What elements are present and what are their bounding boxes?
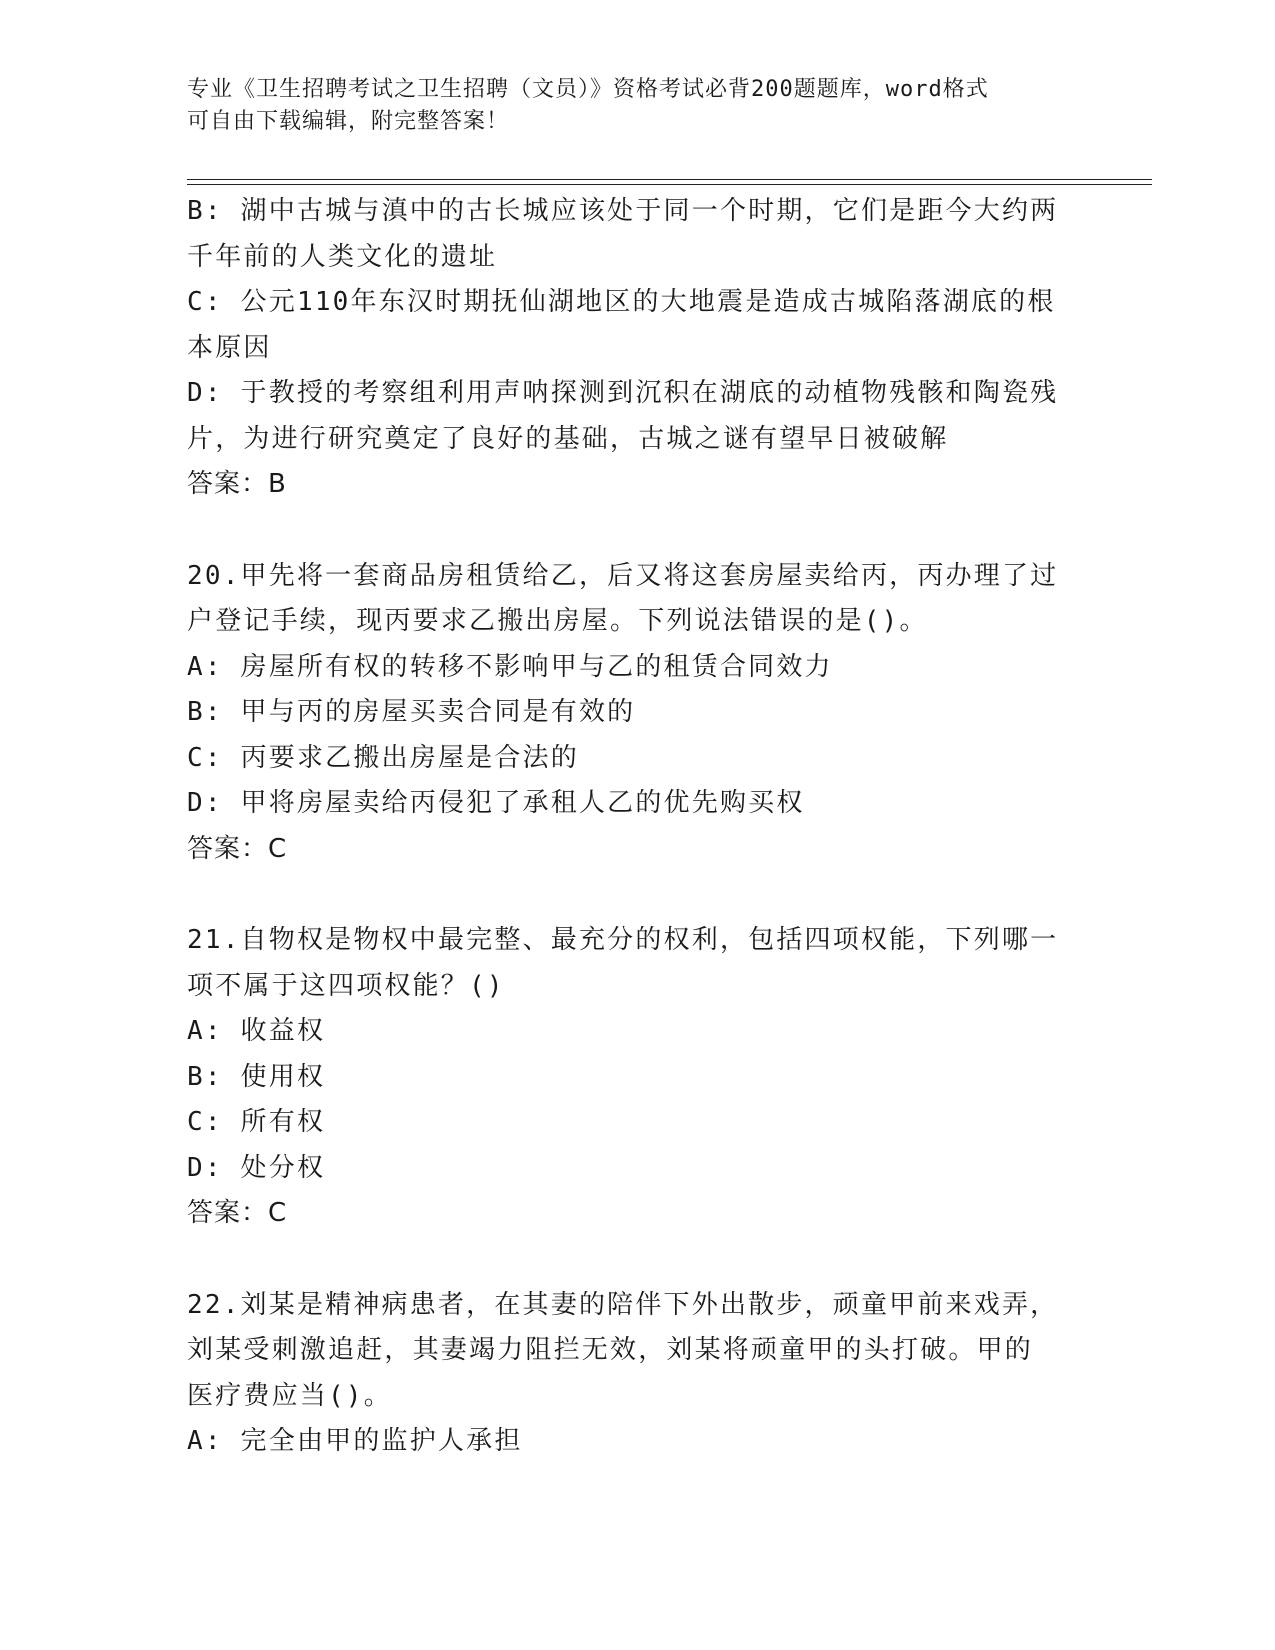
option-line: B: 使用权 bbox=[187, 1061, 326, 1092]
option-line: D: 甲将房屋卖给丙侵犯了承租人乙的优先购买权 bbox=[187, 788, 805, 818]
header-rule-top bbox=[187, 179, 1152, 180]
question-block-22 bbox=[187, 1283, 1087, 1465]
question-text: 项不属于这四项权能？() bbox=[187, 970, 505, 1001]
question-text: 户登记手续，现丙要求乙搬出房屋。下列说法错误的是()。 bbox=[187, 606, 928, 636]
spacer bbox=[187, 508, 1087, 554]
option-line: D: 于教授的考察组利用声呐探测到沉积在湖底的动植物残骸和陶瓷残 bbox=[187, 378, 1059, 408]
option-line: D: 处分权 bbox=[187, 1152, 326, 1183]
option-line: 本原因 bbox=[187, 332, 272, 363]
option-line: B: 湖中古城与滇中的古长城应该处于同一个时期，它们是距今大约两 bbox=[187, 196, 1059, 226]
spacer bbox=[187, 1237, 1087, 1283]
header-line-2: 可自由下载编辑，附完整答案！ bbox=[187, 109, 510, 134]
answer-label: 答案：C bbox=[187, 1198, 288, 1228]
option-line: C: 丙要求乙搬出房屋是合法的 bbox=[187, 742, 579, 773]
option-line: B: 甲与丙的房屋买卖合同是有效的 bbox=[187, 697, 636, 727]
answer-label: 答案：B bbox=[187, 469, 287, 499]
option-line: C: 公元110年东汉时期抚仙湖地区的大地震是造成古城陷落湖底的根 bbox=[187, 287, 1056, 317]
question-text: 20.甲先将一套商品房租赁给乙，后又将这套房屋卖给丙，丙办理了过 bbox=[187, 560, 1059, 591]
option-line: 片，为进行研究奠定了良好的基础，古城之谜有望早日被破解 bbox=[187, 423, 949, 454]
question-text: 21.自物权是物权中最完整、最充分的权利，包括四项权能，下列哪一 bbox=[187, 925, 1059, 955]
option-line: A: 收益权 bbox=[187, 1016, 326, 1046]
question-text: 22.刘某是精神病患者，在其妻的陪伴下外出散步，顽童甲前来戏弄， bbox=[187, 1289, 1059, 1320]
question-text: 刘某受刺激追赶，其妻竭力阻拦无效，刘某将顽童甲的头打破。甲的 bbox=[187, 1335, 1034, 1365]
header-line-1: 专业《卫生招聘考试之卫生招聘（文员）》资格考试必背200题题库，word格式 bbox=[187, 77, 989, 102]
question-block-21 bbox=[187, 918, 1087, 1237]
document-body bbox=[187, 189, 1087, 1465]
question-block-20 bbox=[187, 554, 1087, 873]
question-text: 医疗费应当()。 bbox=[187, 1380, 392, 1411]
option-line: A: 房屋所有权的转移不影响甲与乙的租赁合同效力 bbox=[187, 651, 833, 682]
header-rule-bottom bbox=[187, 184, 1152, 185]
answer-label: 答案：C bbox=[187, 833, 288, 864]
spacer bbox=[187, 872, 1087, 918]
question-block-19 bbox=[187, 189, 1087, 508]
document-header bbox=[187, 74, 1087, 138]
option-line: A: 完全由甲的监护人承担 bbox=[187, 1426, 523, 1456]
option-line: C: 所有权 bbox=[187, 1107, 326, 1137]
option-line: 千年前的人类文化的遗址 bbox=[187, 241, 498, 272]
